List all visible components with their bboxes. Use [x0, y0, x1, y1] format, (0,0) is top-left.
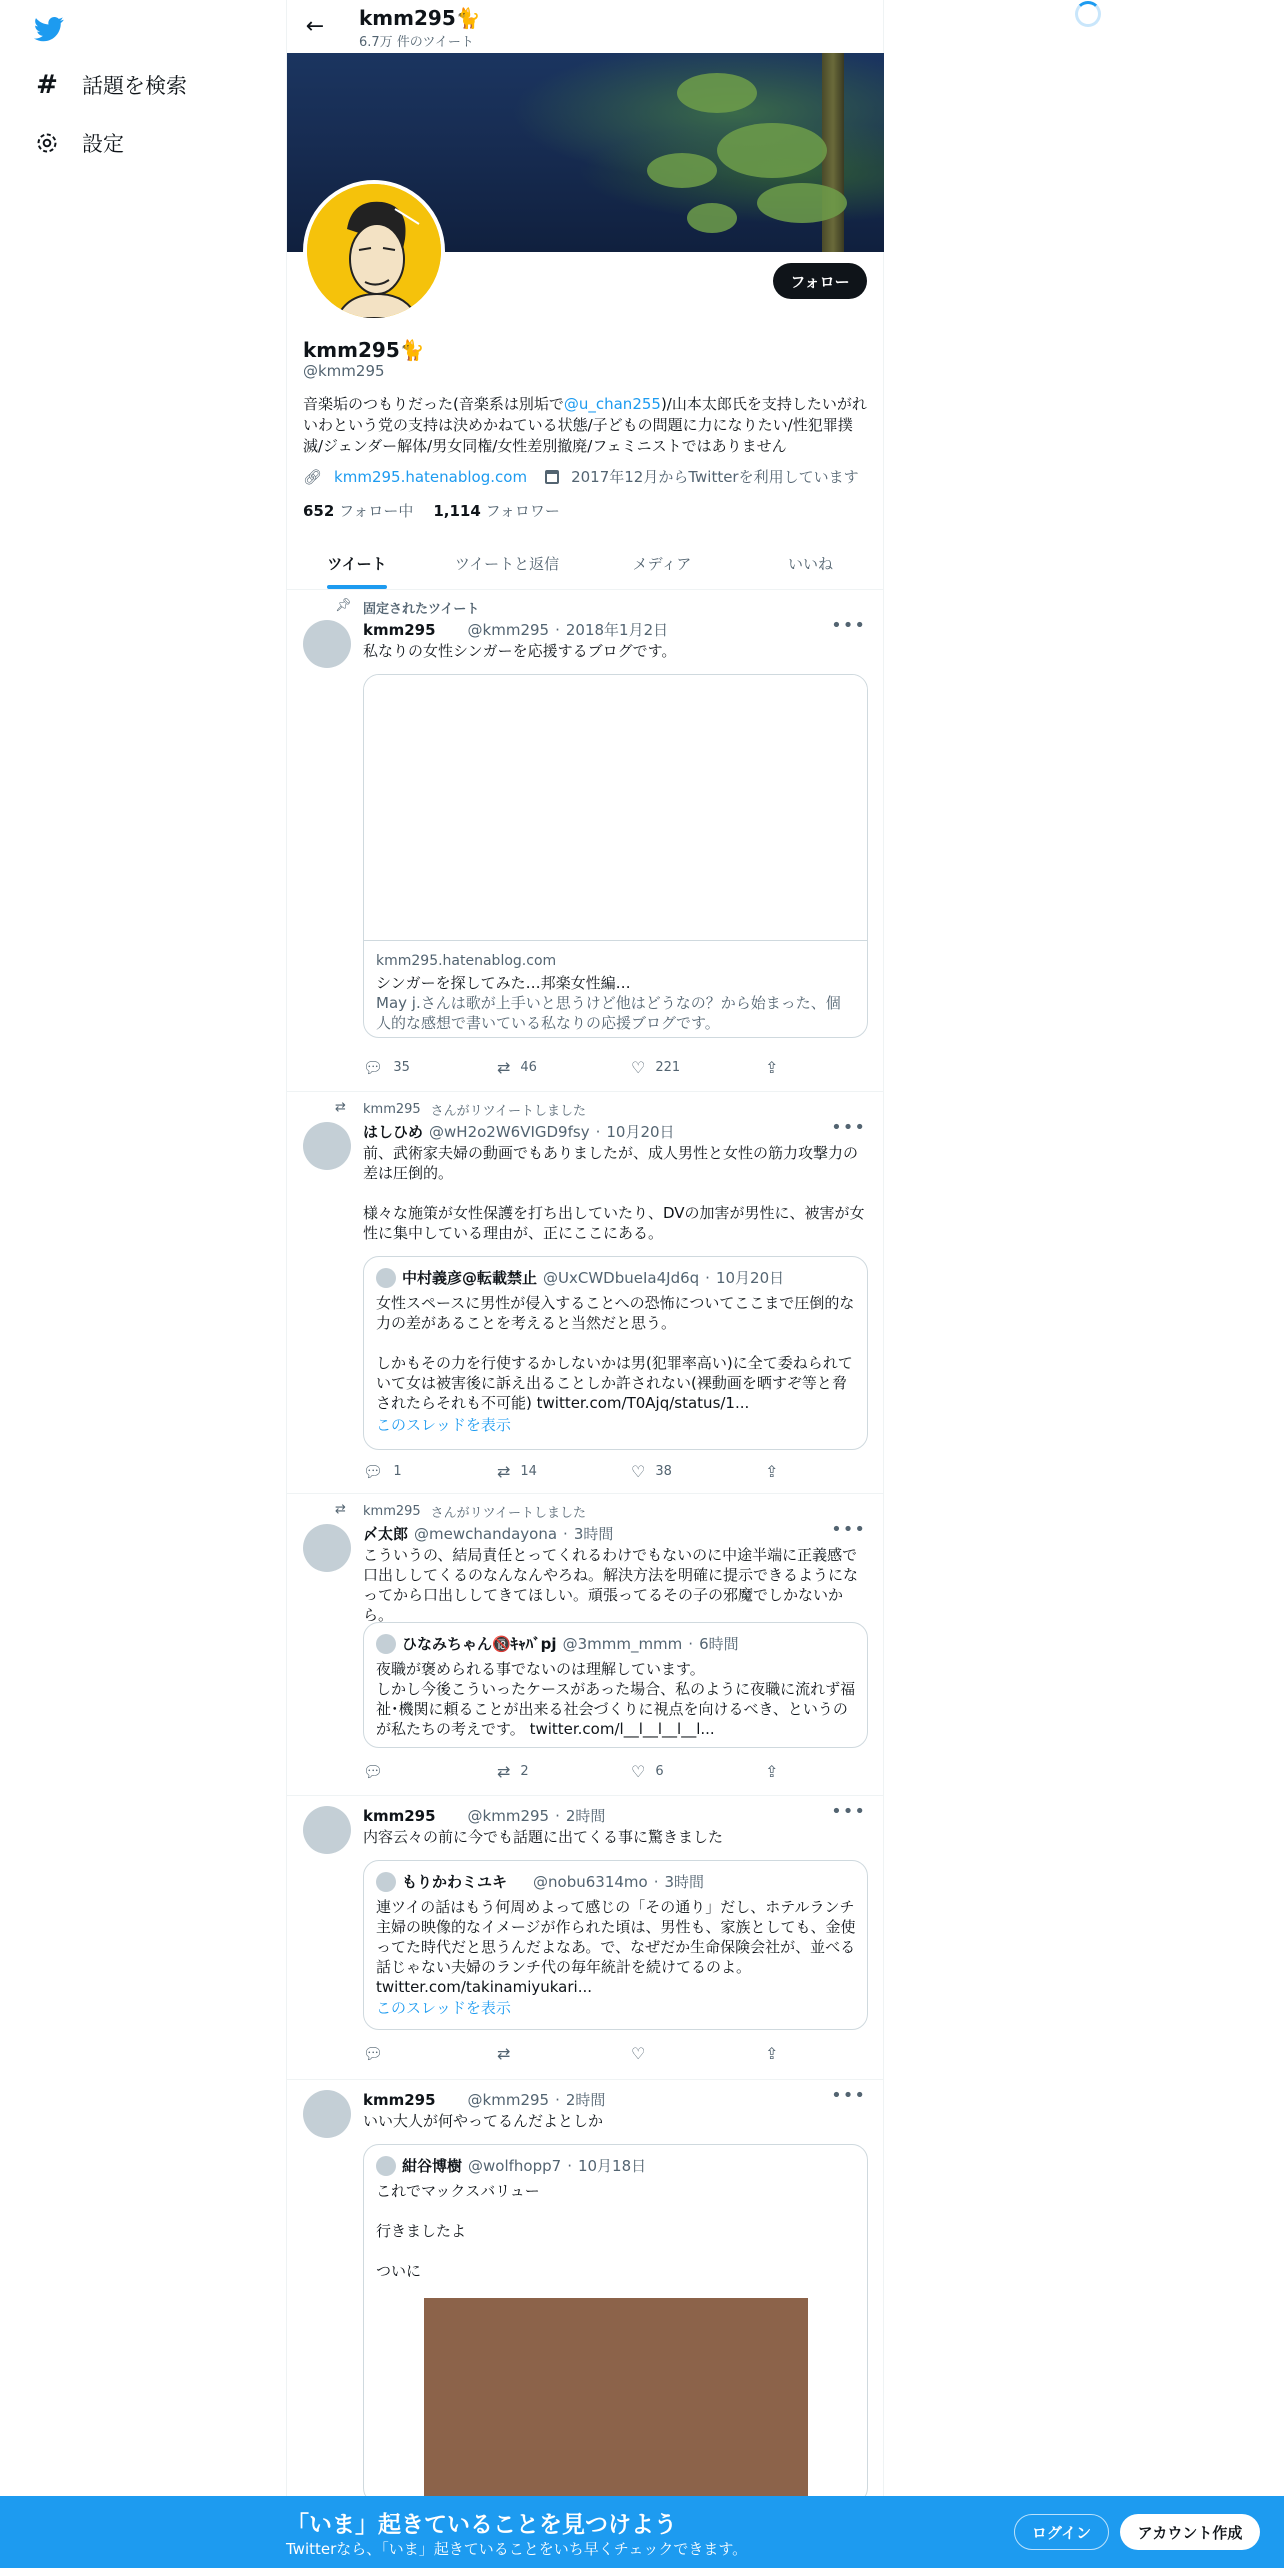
quoted-time: 3時間	[664, 1873, 705, 1891]
quoted-author-name: ひなみちゃん🔞ｷｬﾊﾞpj	[402, 1635, 557, 1653]
following-label: フォロー中	[339, 502, 414, 520]
tweet[interactable]	[287, 1092, 884, 1494]
tweet-time[interactable]: 3時間	[573, 1525, 614, 1543]
retweet-icon: ⇄	[497, 1058, 511, 1077]
profile-bio	[303, 394, 869, 457]
nav-explore-label: 話題を検索	[82, 74, 187, 98]
reply-icon: 💬︎	[363, 1462, 384, 1481]
leaf-cluster	[647, 153, 717, 188]
like-count: 38	[655, 1464, 672, 1479]
like-count: 221	[655, 1060, 681, 1075]
dot-separator: ·	[653, 1872, 659, 1891]
retweeted-label: さんがリツイートしました	[430, 1104, 587, 1119]
reply-icon: 💬︎	[363, 1762, 384, 1781]
quoted-author-handle: @wolfhopp7	[468, 2156, 562, 2175]
bio-text: 音楽垢のつもりだった(音楽系は別垢で	[303, 395, 564, 413]
quoted-author-handle: @UxCWDbueIa4Jd6q	[543, 1268, 700, 1287]
profile-counts	[303, 500, 560, 521]
following-link[interactable]	[303, 500, 413, 521]
profile-name: kmm295🐈	[303, 338, 425, 362]
more-options-icon[interactable]: •••	[831, 615, 866, 636]
like-button[interactable]	[631, 1762, 664, 1781]
tab-likes[interactable]: いいね	[787, 555, 833, 573]
hashtag-icon: #	[36, 70, 58, 100]
tweet-time[interactable]: 10月20日	[606, 1123, 675, 1141]
avatar[interactable]	[303, 2090, 351, 2138]
tweet-social-context	[363, 598, 479, 617]
tweet-author-name[interactable]: kmm295	[363, 620, 436, 639]
dot-separator: ·	[688, 1634, 694, 1653]
like-button[interactable]	[631, 1462, 672, 1481]
more-options-icon[interactable]: •••	[831, 1117, 866, 1138]
tweet[interactable]	[287, 2080, 884, 2496]
tweet-header	[363, 619, 668, 640]
quoted-time: 6時間	[699, 1635, 739, 1653]
share-icon: ⇪	[765, 1058, 779, 1077]
dot-separator: ·	[563, 1524, 568, 1543]
leaf-cluster	[677, 73, 757, 113]
followers-link[interactable]	[433, 500, 560, 521]
quoted-text: 夜職が褒められる事でないのは理解しています。 しかし今後こういったケースがあった場合、私のように夜職に流れず福祉･機関に頼ることが出来る社会づくりに視点を向けるべき、というのが私たちの考えです。 twitter.com/l__l__l__l__l...	[376, 1660, 856, 1738]
quoted-tweet[interactable]	[363, 1622, 868, 1748]
avatar[interactable]	[303, 1122, 351, 1170]
profile-meta	[303, 466, 859, 487]
profile-avatar[interactable]	[303, 180, 445, 322]
reply-button[interactable]	[363, 1058, 410, 1077]
tweet-time[interactable]: 2018年1月2日	[565, 621, 669, 639]
tweet[interactable]	[287, 1796, 884, 2080]
avatar[interactable]	[303, 620, 351, 668]
profile-tabs	[287, 537, 884, 590]
bio-text: )/山本太郎氏を支持したいがれいわという党の支持は決めかねている状態/子どもの問題に力になりたい/性犯罪撲滅/ジェンダー解体/男女同権/女性差別撤廃/フェミニストではありません	[303, 395, 867, 455]
reply-button[interactable]	[363, 2044, 393, 2063]
tweet-actions	[363, 1762, 783, 1782]
tab-tweets-and-replies[interactable]: ツイートと返信	[454, 555, 560, 573]
tweet-text: こういうの、結局責任とってくれるわけでもないのに中途半端に正義感で口出ししてくるのなんなんやろね。解決方法を明確に提示できるようになってから口出ししてきてほしい。頑張ってるその子の邪魔でしかないから。	[363, 1546, 859, 1624]
tweet[interactable]	[287, 590, 884, 1092]
reply-icon: 💬︎	[363, 1058, 384, 1077]
retweet-count: 14	[520, 1464, 537, 1479]
tweet[interactable]	[287, 1494, 884, 1796]
quoted-author-name: 中村義彦@転載禁止	[402, 1269, 538, 1287]
loading-spinner-icon	[1075, 1, 1101, 27]
tweet-time[interactable]: 2時間	[565, 1807, 606, 1825]
profile-joined: 2017年12月からTwitterを利用しています	[571, 468, 859, 486]
more-options-icon[interactable]: •••	[831, 1801, 866, 1822]
profile-handle: @kmm295	[303, 362, 385, 380]
following-count: 652	[303, 502, 335, 520]
retweet-icon: ⇄	[335, 1502, 346, 1517]
nav-settings[interactable]	[34, 128, 124, 158]
retweet-icon: ⇄	[335, 1100, 346, 1115]
link-card-domain: kmm295.hatenablog.com	[376, 953, 557, 969]
link-card[interactable]	[363, 674, 868, 1038]
tweet-actions	[363, 1058, 783, 1078]
quoted-tweet-header	[376, 1633, 739, 1654]
tweet-author-name[interactable]: 〆太郎	[363, 1525, 409, 1543]
header-tweet-count: 6.7万 件のツイート	[359, 35, 474, 50]
pinned-label: 固定されたツイート	[363, 602, 480, 617]
share-icon: ⇪	[765, 1762, 779, 1781]
back-arrow-icon[interactable]: ←	[305, 13, 325, 39]
quoted-author-name: 紺谷博樹	[402, 2157, 463, 2175]
bio-mention-link[interactable]: @u_chan255	[563, 395, 661, 413]
retweet-button[interactable]	[497, 1462, 537, 1481]
retweet-count: 2	[520, 1764, 529, 1779]
avatar[interactable]	[303, 1806, 351, 1854]
tweet-text: いい大人が何やってるんだよとしか	[363, 2112, 604, 2130]
quoted-tweet-header	[376, 1267, 784, 1288]
show-thread-link[interactable]: このスレッドを表示	[376, 1999, 511, 2017]
followers-label: フォロワー	[485, 502, 560, 520]
reply-button[interactable]	[363, 1462, 402, 1481]
quoted-author-handle: @nobu6314mo	[533, 1872, 648, 1891]
quoted-time: 10月18日	[577, 2157, 647, 2175]
tab-media[interactable]: メディア	[632, 555, 692, 573]
nav-explore[interactable]	[34, 70, 187, 100]
link-card-image	[364, 675, 867, 941]
quoted-author-name: もりかわミユキ	[402, 1873, 508, 1891]
dot-separator: ·	[555, 2090, 560, 2109]
heart-icon: ♡	[631, 1058, 646, 1077]
retweeted-label: さんがリツイートしました	[430, 1506, 587, 1521]
share-button[interactable]	[765, 2044, 778, 2063]
signup-banner	[0, 2496, 1284, 2568]
nav-settings-label: 設定	[82, 132, 124, 156]
followers-count: 1,114	[433, 502, 481, 520]
profile-website-link[interactable]: kmm295.hatenablog.com	[334, 467, 528, 486]
tweet-time[interactable]: 2時間	[565, 2091, 606, 2109]
quoted-tweet[interactable]	[363, 1256, 868, 1450]
avatar	[376, 1872, 396, 1892]
leaf-cluster	[757, 183, 847, 223]
reply-button[interactable]	[363, 1762, 393, 1781]
login-button[interactable]: ログイン	[1014, 2514, 1109, 2550]
signup-banner-title: 「いま」起きていることを見つけよう	[286, 2512, 677, 2538]
retweet-icon: ⇄	[497, 1462, 511, 1481]
follow-button[interactable]: フォロー	[773, 263, 867, 299]
tweet-header	[363, 1805, 605, 1826]
quoted-tweet[interactable]	[363, 1860, 868, 2030]
dot-separator: ·	[555, 620, 560, 639]
quoted-text: 女性スペースに男性が侵入することへの恐怖についてここまで圧倒的な力の差があることを考えると当然だと思う。 しかもその力を行使するかしないかは男(犯罪率高い)に全て委ねられていて女は被害後に訴え出ることしか許されない(裸動画を晒すぞ等と脅されたらそれも不可能) twitter.com/T0Ajq/status/1...	[376, 1294, 855, 1412]
quoted-author-handle: @3mmm_mmm	[562, 1634, 683, 1653]
dot-separator: ·	[567, 2156, 572, 2175]
profile-header-bar	[287, 0, 885, 53]
link-icon: 🔗︎	[303, 467, 323, 486]
tweet-author-handle[interactable]: @kmm295	[467, 1806, 550, 1825]
link-card-title: シンガーを探してみた…邦楽女性編…	[376, 974, 631, 992]
dot-separator: ·	[555, 1806, 560, 1825]
tweet-author-name[interactable]: kmm295	[363, 1806, 436, 1825]
heart-icon: ♡	[631, 2044, 646, 2063]
tweet-header	[363, 1121, 675, 1142]
header-name: kmm295🐈	[359, 6, 481, 30]
heart-icon: ♡	[631, 1462, 646, 1481]
leaf-cluster	[687, 203, 737, 233]
retweet-icon: ⇄	[497, 2044, 511, 2063]
calendar-icon	[545, 470, 559, 484]
pin-icon: 📌︎	[335, 598, 352, 613]
tweet-author-handle[interactable]: @kmm295	[467, 2090, 550, 2109]
dot-separator: ·	[595, 1122, 601, 1141]
more-options-icon[interactable]: •••	[831, 2085, 866, 2106]
like-button[interactable]	[631, 1058, 680, 1077]
tweet-header	[363, 2089, 605, 2110]
share-icon: ⇪	[765, 1462, 779, 1481]
quoted-tweet[interactable]	[363, 2144, 868, 2504]
leaf-cluster	[717, 123, 827, 178]
gear-icon	[34, 130, 60, 156]
avatar	[376, 2156, 396, 2176]
heart-icon: ♡	[631, 1762, 646, 1781]
twitter-logo-icon[interactable]	[32, 14, 66, 44]
quoted-text: これでマックスバリュー 行きましたよ ついに	[376, 2182, 540, 2280]
profile-column	[286, 0, 884, 2568]
tweet-header	[363, 1523, 613, 1544]
dot-separator: ·	[705, 1268, 710, 1287]
quoted-time: 10月20日	[715, 1269, 785, 1287]
reply-count: 35	[393, 1060, 410, 1075]
reply-count: 1	[393, 1464, 402, 1479]
avatar	[376, 1268, 396, 1288]
retweet-button[interactable]	[497, 1058, 537, 1077]
like-button[interactable]	[631, 2044, 655, 2063]
share-icon: ⇪	[765, 2044, 779, 2063]
signup-button[interactable]: アカウント作成	[1120, 2514, 1260, 2550]
link-card-description: May j.さんは歌が上手いと思うけど他はどうなの？から始まった、個人的な感想で書いている私なりの応援ブログです。	[376, 994, 841, 1032]
tab-tweets[interactable]: ツイート	[327, 555, 387, 573]
signup-banner-subtitle: Twitterなら、「いま」起きていることをいち早くチェックできます。	[286, 2540, 748, 2558]
quoted-text: 連ツイの話はもう何周めよって感じの「その通り」だし、ホテルランチ主婦の映像的なイメージが作られた頃は、男性も、家族としても、金使ってた時代だと思うんだよなあ。で、なぜだか生命保険会社が、並べる話じゃない夫婦のランチ代の毎年統計を続けてるのよ。 twitter.com/takinamiyukari...	[376, 1898, 856, 1996]
tweet-text: 内容云々の前に今でも話題に出てくる事に驚きました	[363, 1828, 724, 1846]
like-count: 6	[655, 1764, 664, 1779]
retweet-count: 46	[520, 1060, 537, 1075]
link-card-body	[364, 941, 867, 1038]
retweeter-name[interactable]: kmm295	[363, 1504, 421, 1519]
tweet-author-handle[interactable]: @kmm295	[467, 620, 550, 639]
tweet-author-name[interactable]: はしひめ	[363, 1123, 424, 1141]
more-options-icon[interactable]: •••	[831, 1519, 866, 1540]
left-nav	[0, 0, 286, 2568]
avatar[interactable]	[303, 1524, 351, 1572]
quoted-tweet-header	[376, 1871, 704, 1892]
avatar	[376, 1634, 396, 1654]
tweet-author-handle[interactable]: @mewchandayona	[414, 1524, 558, 1543]
reply-icon: 💬︎	[363, 2044, 384, 2063]
retweet-button[interactable]	[497, 2044, 520, 2063]
tweet-text: 前、武術家夫婦の動画でもありましたが、成人男性と女性の筋力攻撃力の差は圧倒的。 様々な施策が女性保護を打ち出していたり、DVの加害が男性に、被害が女性に集中している理由が、正にここにある。	[363, 1144, 865, 1242]
tweet-author-name[interactable]: kmm295	[363, 2090, 436, 2109]
tweet-actions	[363, 2044, 783, 2064]
tweet-social-context	[363, 1100, 586, 1119]
retweet-button[interactable]	[497, 1762, 529, 1781]
retweet-icon: ⇄	[497, 1762, 511, 1781]
share-button[interactable]	[765, 1462, 778, 1481]
tweet-actions	[363, 1462, 783, 1482]
tweet-author-handle[interactable]: @wH2o2W6VIGD9fsy	[429, 1122, 590, 1141]
retweeter-name[interactable]: kmm295	[363, 1102, 421, 1117]
quoted-tweet-header	[376, 2155, 646, 2176]
tweet-social-context	[363, 1502, 586, 1521]
show-thread-link[interactable]: このスレッドを表示	[376, 1416, 511, 1434]
quoted-media-image[interactable]	[424, 2298, 808, 2508]
share-button[interactable]	[765, 1762, 778, 1781]
tweet-text: 私なりの女性シンガーを応援するブログです。	[363, 642, 677, 660]
active-tab-indicator	[327, 585, 387, 589]
share-button[interactable]	[765, 1058, 778, 1077]
